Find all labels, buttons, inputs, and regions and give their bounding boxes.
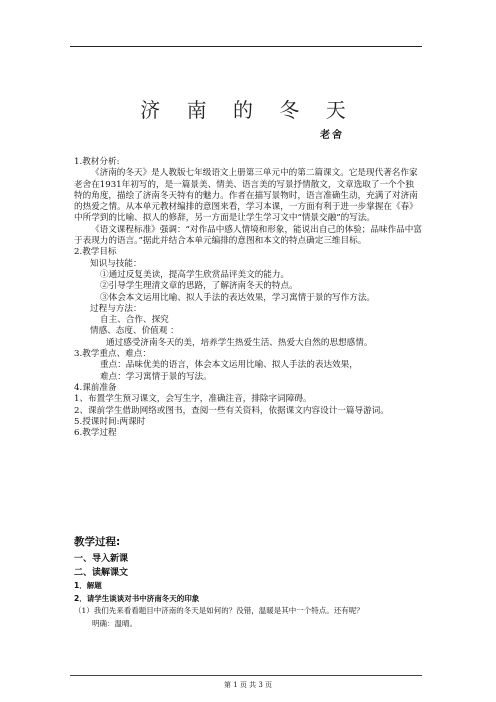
focus-difficulty: 难点：学习寓情于景的写法。 xyxy=(100,371,212,382)
analysis-heading: 1.教材分析: xyxy=(74,157,120,167)
section-intro: 一、导入新课 xyxy=(74,554,129,564)
goals-heading: 2.教学目标 xyxy=(74,247,117,258)
knowledge-label: 知识与技能： xyxy=(90,258,142,269)
page-title: 济 南 的 冬 天 xyxy=(140,98,356,122)
focus-key-point: 重点：品味优美的语言，体会本文运用比喻、拟人手法的表达效果， xyxy=(100,360,358,371)
step-impression: 2．请学生谈谈对书中济南冬天的印象 xyxy=(74,594,200,603)
focus-heading: 3.教学重点、难点： xyxy=(74,349,151,360)
goal-item-2: ②引导学生理清文章的思路，了解济南冬天的特点。 xyxy=(100,281,298,292)
analysis-paragraph-1: 《济南的冬天》是人教版七年级语文上册第三单元中的第二篇课文。它是现代著名作家老舍在1931年初写的，是一篇景美、情美、语言美的写景抒情散文，文章选取了一个个独特的角度，描绘了济南冬天特有的魅力。作者在描写景物时，语言准确生动，充满了对济南的热爱之情。从本单元教材编排的意图来看，学习本课，一方面有利于进一步掌握在《春》中所学到的比喻、拟人的修辞，另一方面是让学生学习文中“情景交融”的写法。 xyxy=(74,168,418,224)
class-time: 5.授课时间:两课时 xyxy=(74,416,146,427)
page-footer: 第 1 页 共 3 页 xyxy=(223,681,273,689)
process-text: 自主、合作、探究 xyxy=(100,315,169,326)
author-name: 老舍 xyxy=(320,130,344,141)
teaching-heading: 教学过程: xyxy=(74,536,121,548)
analysis-paragraph-2: 《语文课程标准》强调：“对作品中感人情境和形象，能说出自己的体验；品味作品中富于表现力的语言。”据此并结合本单元编排的意图和本文的特点确定三维目标。 xyxy=(74,224,422,247)
section-reading: 二、读解课文 xyxy=(74,568,129,578)
emotion-label: 情感、态度、价值观 ： xyxy=(90,326,179,337)
process-label: 过程与方法： xyxy=(90,303,142,314)
goal-item-1: ①通过反复美读，提高学生欣赏品评美文的能力。 xyxy=(100,269,290,280)
header-rule xyxy=(70,46,422,47)
answer-1: 明确：温晴。 xyxy=(92,619,137,628)
goal-item-3: ③体会本文运用比喻、拟人手法的表达效果，学习寓情于景的写作方法。 xyxy=(100,292,376,303)
step-title-analysis: 1．解题 xyxy=(74,581,102,590)
prep-item-1: 1、布置学生预习课文，会写生字，准确注音，排除字词障碍。 xyxy=(74,394,312,405)
question-1: （1）我们先来看看题目中济南的冬天是如何的？没错，温暖是其中一个特点。还有呢？ xyxy=(74,606,364,615)
process-heading: 6.教学过程 xyxy=(74,428,117,439)
prep-item-2: 2、课前学生借助网络或图书，查阅一些有关资料，依据课文内容设计一篇导游词。 xyxy=(74,405,389,416)
prep-heading: 4.课前准备 xyxy=(74,382,117,393)
emotion-text: 通过感受济南冬天的美，培养学生热爱生活、热爱大自然的思想感情。 xyxy=(106,337,373,348)
footer-rule xyxy=(70,675,422,676)
lesson-body xyxy=(74,157,422,439)
